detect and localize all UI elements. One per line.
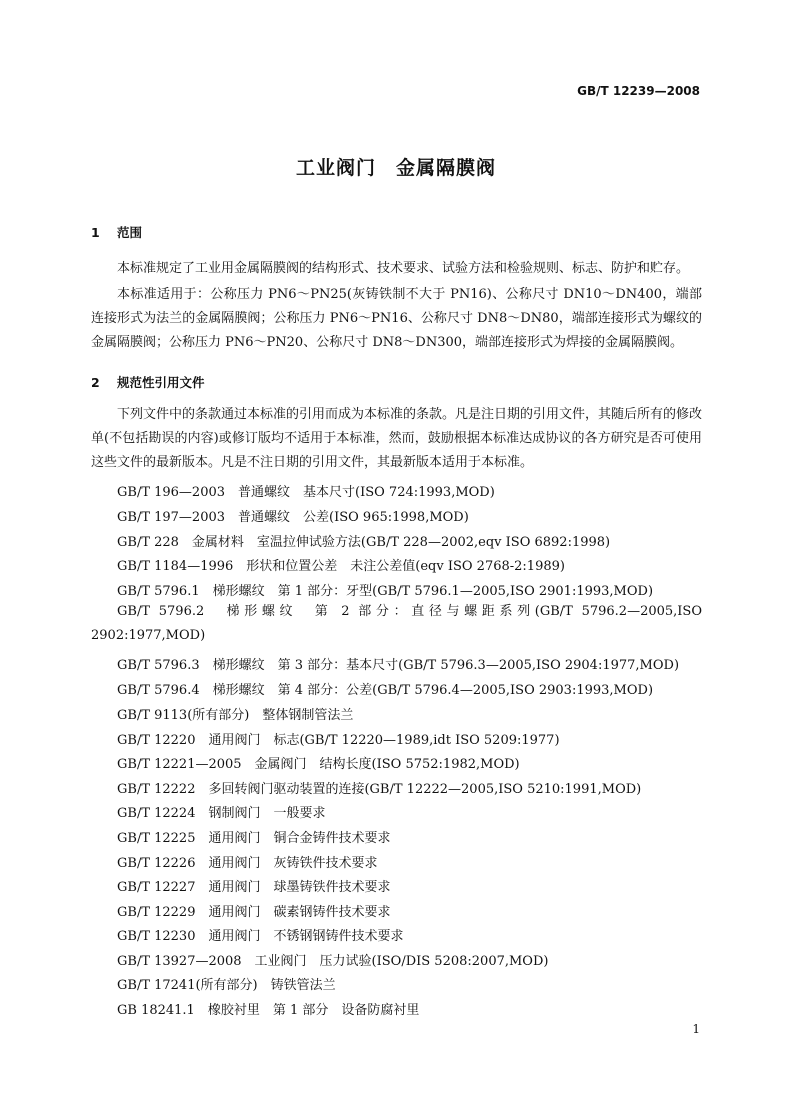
section-title: 规范性引用文件 xyxy=(117,375,205,390)
scope-paragraph-1: 本标准规定了工业用金属隔膜阀的结构形式、技术要求、试验方法和检验规则、标志、防护和贮存。 xyxy=(117,261,690,276)
reference-item: GB/T 12225 通用阀门 铜合金铸件技术要求 xyxy=(117,831,391,846)
section-title: 范围 xyxy=(117,225,143,240)
section-number: 2 xyxy=(91,375,100,390)
reference-item: GB/T 12224 钢制阀门 一般要求 xyxy=(117,806,326,821)
page-number: 1 xyxy=(692,1022,700,1036)
reference-item: GB/T 5796.1 梯形螺纹 第 1 部分：牙型(GB/T 5796.1—2005,ISO 2901:1993,MOD) xyxy=(117,584,654,599)
document-title: 工业阀门 金属隔膜阀 xyxy=(295,157,496,179)
reference-item: GB/T 196—2003 普通螺纹 基本尺寸(ISO 724:1993,MOD) xyxy=(117,485,495,500)
reference-item: GB/T 12230 通用阀门 不锈钢钢铸件技术要求 xyxy=(117,929,404,944)
reference-item: GB/T 5796.4 梯形螺纹 第 4 部分：公差(GB/T 5796.4—2005,ISO 2903:1993,MOD) xyxy=(117,683,654,698)
reference-item: GB/T 12229 通用阀门 碳素钢铸件技术要求 xyxy=(117,905,391,920)
reference-item: GB/T 12227 通用阀门 球墨铸铁件技术要求 xyxy=(117,880,391,895)
reference-item: GB/T 9113(所有部分) 整体钢制管法兰 xyxy=(117,708,354,723)
reference-item: GB/T 228 金属材料 室温拉伸试验方法(GB/T 228—2002,eqv ISO 6892:1998) xyxy=(117,535,611,550)
standard-code: GB/T 12239—2008 xyxy=(577,84,700,98)
reference-item: GB/T 13927—2008 工业阀门 压力试验(ISO/DIS 5208:2007,MOD) xyxy=(117,954,549,969)
reference-item: GB/T 197—2003 普通螺纹 公差(ISO 965:1998,MOD) xyxy=(117,510,469,525)
section-2-heading xyxy=(91,373,205,391)
section-number: 1 xyxy=(91,225,100,240)
scope-paragraph-2: 本标准适用于：公称压力 PN6～PN25(灰铸铁制不大于 PN16)、公称尺寸 DN10～DN400，端部连接形式为法兰的金属隔膜阀；公称压力 PN6～PN16、公称尺寸 DN8～DN80，端部连接形式为螺纹的金属隔膜阀；公称压力 PN6～PN20、公称尺寸 DN8～DN300，端部连接形式为焊接的金属隔膜阀。 xyxy=(91,287,702,350)
reference-item: GB/T 12222 多回转阀门驱动装置的连接(GB/T 12222—2005,ISO 5210:1991,MOD) xyxy=(117,782,642,797)
reference-item: GB/T 5796.3 梯形螺纹 第 3 部分：基本尺寸(GB/T 5796.3—2005,ISO 2904:1977,MOD) xyxy=(117,658,680,673)
reference-item: GB/T 5796.2 梯形螺纹 第 2 部分：直径与螺距系列(GB/T 5796.2—2005,ISO 2902:1977,MOD) xyxy=(91,604,702,643)
section-1-heading xyxy=(91,223,142,241)
reference-item: GB/T 12226 通用阀门 灰铸铁件技术要求 xyxy=(117,856,378,871)
reference-item: GB/T 12220 通用阀门 标志(GB/T 12220—1989,idt ISO 5209:1977) xyxy=(117,733,560,748)
reference-item: GB/T 17241(所有部分) 铸铁管法兰 xyxy=(117,978,336,993)
references-intro: 下列文件中的条款通过本标准的引用而成为本标准的条款。凡是注日期的引用文件，其随后所有的修改单(不包括勘误的内容)或修订版均不适用于本标准，然而，鼓励根据本标准达成协议的各方研究是否可使用这些文件的最新版本。凡是不注日期的引用文件，其最新版本适用于本标准。 xyxy=(91,407,703,470)
reference-item: GB/T 1184—1996 形状和位置公差 未注公差值(eqv ISO 2768-2:1989) xyxy=(117,559,565,574)
reference-item: GB 18241.1 橡胶衬里 第 1 部分 设备防腐衬里 xyxy=(117,1003,420,1018)
reference-item: GB/T 12221—2005 金属阀门 结构长度(ISO 5752:1982,MOD) xyxy=(117,757,520,772)
